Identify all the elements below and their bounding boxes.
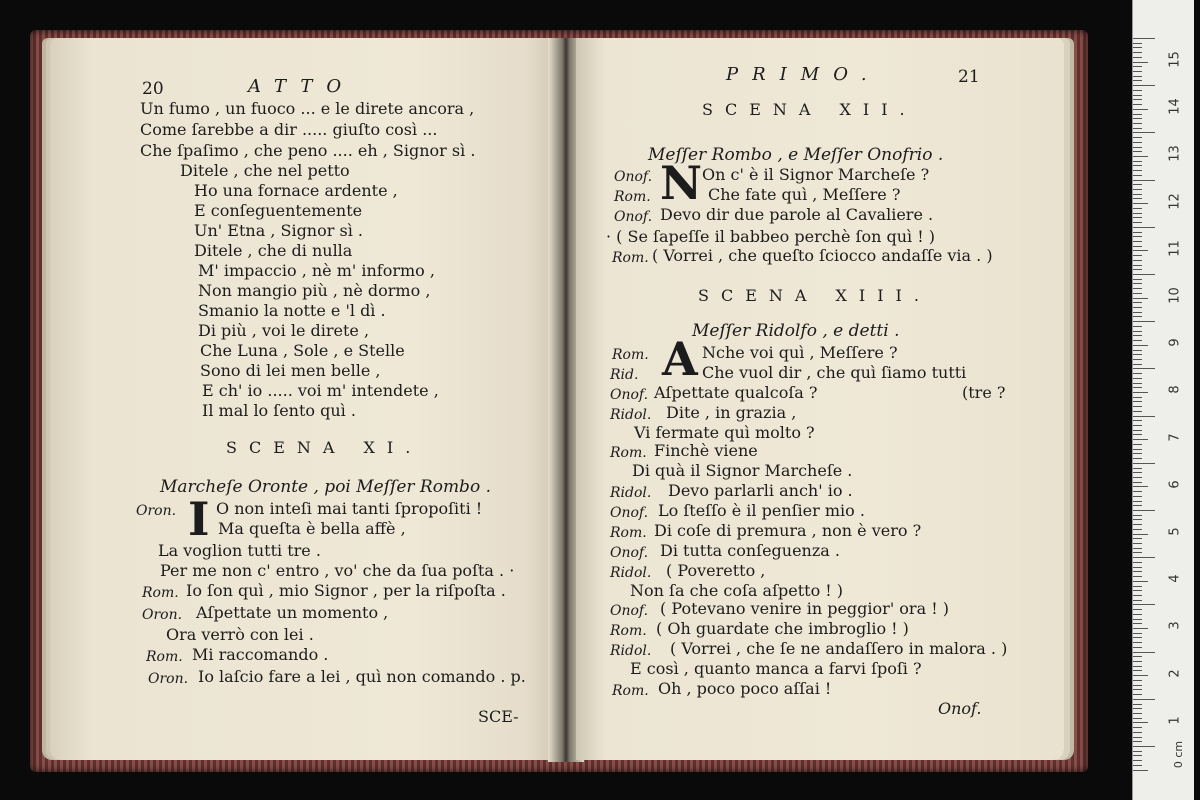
drop-capital: A — [662, 332, 698, 386]
ruler-tick — [1133, 165, 1142, 166]
verse-line: M' impaccio , nè m' informo , — [198, 261, 435, 280]
verse-line: Un fumo , un fuoco ... e le direte ancora , — [140, 99, 475, 118]
ruler-tick — [1133, 737, 1142, 738]
ruler-tick — [1133, 751, 1142, 752]
ruler-tick — [1133, 567, 1142, 568]
speaker-label: Rom. — [612, 683, 649, 699]
ruler-tick — [1133, 628, 1148, 629]
ruler-tick — [1133, 642, 1142, 643]
dialogue-line: O non inteſi mai tanti ſpropoſiti ! — [216, 499, 483, 518]
verse-line: Ditele , che nel petto — [180, 161, 350, 180]
left-running-heading: ATTO — [248, 76, 356, 97]
dialogue-line: Per me non c' entro , vo' che da ſua poſta . · — [160, 561, 515, 580]
ruler-tick — [1133, 302, 1142, 303]
dialogue-line: ( Potevano venire in peggior' ora ! ) — [660, 599, 949, 618]
ruler-number: 10 — [1167, 287, 1183, 304]
speaker-label: Onof. — [610, 603, 649, 619]
dialogue-line: E così , quanto manca a farvi ſpoſi ? — [630, 659, 922, 678]
ruler-tick — [1133, 765, 1142, 766]
ruler-number: 12 — [1167, 192, 1183, 210]
verse-line: Ho una fornace ardente , — [194, 181, 398, 200]
ruler-tick — [1133, 685, 1142, 686]
ruler-tick — [1133, 123, 1142, 124]
ruler-tick — [1133, 524, 1142, 525]
ruler-tick — [1133, 90, 1142, 91]
speaker-label: Oron. — [136, 503, 177, 519]
ruler-tick — [1133, 482, 1142, 483]
ruler-tick — [1133, 656, 1142, 657]
ruler-tick — [1133, 675, 1148, 676]
left-page — [50, 38, 568, 760]
ruler-number: 14 — [1167, 98, 1183, 115]
ruler-tick — [1133, 312, 1142, 313]
ruler-tick — [1133, 557, 1155, 558]
ruler-tick — [1133, 161, 1142, 162]
ruler-tick — [1133, 293, 1142, 294]
ruler-tick — [1133, 401, 1142, 402]
ruler-tick — [1133, 581, 1148, 582]
ruler-tick — [1133, 316, 1142, 317]
ruler-tick — [1133, 147, 1142, 148]
drop-capital: I — [188, 492, 210, 546]
ruler-tick — [1133, 364, 1142, 365]
ruler-tick — [1133, 38, 1155, 39]
ruler-tick — [1133, 477, 1142, 478]
ruler-tick — [1133, 57, 1142, 58]
ruler-tick — [1133, 633, 1142, 634]
ruler-tick — [1133, 194, 1142, 195]
ruler-tick — [1133, 232, 1142, 233]
ruler-tick — [1133, 411, 1142, 412]
verse-line: Che Luna , Sole , e Stelle — [200, 341, 405, 360]
ruler-tick — [1133, 359, 1142, 360]
ruler-tick — [1133, 666, 1142, 667]
ruler-tick — [1133, 670, 1142, 671]
ruler-tick — [1133, 637, 1142, 638]
verse-line: Sono di lei men belle , — [200, 361, 381, 380]
dialogue-line: Dite , in grazia , — [666, 403, 797, 422]
ruler-tick — [1133, 255, 1142, 256]
dialogue-line: Di quà il Signor Marcheſe . — [632, 461, 853, 480]
ruler-tick — [1133, 468, 1142, 469]
ruler-tick — [1133, 198, 1142, 199]
ruler-tick — [1133, 543, 1142, 544]
ruler-tick — [1133, 501, 1142, 502]
speaker-label: Onof. — [610, 505, 649, 521]
ruler-tick — [1133, 274, 1155, 275]
ruler-tick — [1133, 623, 1142, 624]
dialogue-line: Che vuol dir , che quì ſiamo tutti — [702, 363, 967, 382]
ruler-tick — [1133, 208, 1142, 209]
ruler-tick — [1133, 708, 1142, 709]
ruler-tick — [1133, 260, 1142, 261]
ruler-number: 7 — [1167, 432, 1183, 442]
ruler-tick — [1133, 694, 1142, 695]
dialogue-line: Aſpettate qualcoſa ? — [654, 383, 818, 402]
ruler-tick — [1133, 66, 1142, 67]
dialogue-line: Devo parlarli anch' io . — [668, 481, 853, 500]
ruler-tick — [1133, 538, 1142, 539]
ruler-tick — [1133, 85, 1155, 86]
ruler-tick — [1133, 373, 1142, 374]
ruler-tick — [1133, 439, 1148, 440]
ruler-tick — [1133, 604, 1155, 605]
ruler-tick — [1133, 246, 1142, 247]
speaker-label: Oron. — [148, 671, 189, 687]
ruler-tick — [1133, 755, 1142, 756]
ruler-tick — [1133, 142, 1142, 143]
ruler-tick — [1133, 704, 1142, 705]
ruler-tick — [1133, 472, 1142, 473]
dialogue-line: Di tutta conſeguenza . — [660, 541, 840, 560]
ruler-tick — [1133, 614, 1142, 615]
ruler-tick — [1133, 184, 1142, 185]
dialogue-line: ( Poveretto , — [666, 561, 766, 580]
ruler-number: 11 — [1167, 240, 1183, 257]
dialogue-line: ( Vorrei , che ſe ne andaſſero in malora . ) — [670, 639, 1008, 658]
ruler-tick — [1133, 486, 1148, 487]
ruler-tick — [1133, 510, 1155, 511]
ruler-tick — [1133, 326, 1142, 327]
dialogue-line: Nche voi quì , Meſſere ? — [702, 343, 898, 362]
ruler-tick — [1133, 586, 1142, 587]
ruler-tick — [1133, 109, 1148, 110]
ruler-tick — [1133, 434, 1142, 435]
ruler-tick — [1133, 463, 1155, 464]
speaker-label: Oron. — [142, 607, 183, 623]
dialogue-line: Io ſon quì , mio Signor , per la riſpoſta . — [186, 581, 506, 600]
ruler-tick — [1133, 661, 1142, 662]
ruler-tick — [1133, 227, 1155, 228]
verse-line: E ch' io ..... voi m' intendete , — [202, 381, 439, 400]
ruler-tick — [1133, 689, 1142, 690]
right-running-heading: PRIMO. — [726, 64, 881, 85]
verse-line: Smanio la notte e 'l dì . — [198, 301, 386, 320]
verse-line: Ditele , che di nulla — [194, 241, 353, 260]
ruler-tick — [1133, 213, 1142, 214]
ruler-tick — [1133, 576, 1142, 577]
ruler-tick — [1133, 76, 1142, 77]
ruler-tick — [1133, 241, 1142, 242]
ruler-tick — [1133, 47, 1142, 48]
ruler-tick — [1133, 156, 1148, 157]
ruler-tick — [1133, 288, 1142, 289]
ruler-tick — [1133, 321, 1155, 322]
dialogue-line: Che fate quì , Meſſere ? — [708, 185, 901, 204]
ruler-tick — [1133, 307, 1142, 308]
dialogue-line: Non ſa che coſa aſpetto ! ) — [630, 581, 844, 600]
speaker-label: Rom. — [142, 585, 179, 601]
scene-title: SCENA XIII. — [698, 286, 931, 305]
dialogue-line: Oh , poco poco aſſai ! — [658, 679, 832, 698]
ruler-tick — [1133, 104, 1142, 105]
ruler-tick — [1133, 62, 1148, 63]
ruler-tick — [1133, 496, 1142, 497]
ruler-tick — [1133, 727, 1142, 728]
dialogue-line: Finchè viene — [654, 441, 758, 460]
ruler-tick — [1133, 746, 1155, 747]
ruler-tick — [1133, 552, 1142, 553]
speaker-label: Ridol. — [610, 485, 652, 501]
ruler-tick — [1133, 713, 1142, 714]
ruler-tick — [1133, 619, 1142, 620]
ruler-tick — [1133, 217, 1142, 218]
ruler-unit-label: 0 cm — [1172, 740, 1186, 769]
speaker-label: Onof. — [614, 209, 653, 225]
dialogue-line: Lo ſteſſo è il penſier mio . — [658, 501, 865, 520]
ruler-tick — [1133, 425, 1142, 426]
ruler-tick — [1133, 378, 1142, 379]
speaker-label: Ridol. — [610, 565, 652, 581]
verse-line: Un' Etna , Signor sì . — [194, 221, 363, 240]
ruler-tick — [1133, 279, 1142, 280]
speaker-label: Onof. — [614, 169, 653, 185]
ruler-tick — [1133, 760, 1142, 761]
verse-line: Che ſpaſimo , che peno .... eh , Signor sì . — [140, 141, 476, 160]
ruler-tick — [1133, 114, 1142, 115]
right-page — [576, 38, 1064, 760]
verse-line: Di più , voi le direte , — [198, 321, 370, 340]
dialogue-line: Ora verrò con lei . — [166, 625, 314, 644]
speaker-label: Rom. — [610, 445, 647, 461]
drop-capital: N — [660, 156, 703, 210]
ruler-tick — [1133, 590, 1142, 591]
ruler-tick — [1133, 52, 1142, 53]
speaker-label: Rom. — [610, 623, 647, 639]
ruler-tick — [1133, 345, 1148, 346]
ruler-tick — [1133, 137, 1142, 138]
dialogue-line: Io laſcio fare a lei , quì non comando . p. — [198, 667, 526, 686]
ruler-tick — [1133, 132, 1155, 133]
verse-line: Come ſarebbe a dir ..... giuſto così ... — [140, 120, 438, 139]
ruler-tick — [1133, 548, 1142, 549]
scene-title: SCENA XI. — [226, 438, 423, 457]
ruler-tick — [1133, 43, 1142, 44]
ruler-tick — [1133, 741, 1142, 742]
ruler-tick — [1133, 732, 1142, 733]
ruler-tick — [1133, 99, 1142, 100]
verse-line: Non mangio più , nè dormo , — [198, 281, 431, 300]
scene-characters: Marcheſe Oronte , poi Meſſer Rombo . — [160, 477, 491, 497]
ruler-tick — [1133, 722, 1148, 723]
ruler-tick — [1133, 420, 1142, 421]
ruler-number: 9 — [1167, 338, 1183, 347]
ruler-tick — [1133, 80, 1142, 81]
ruler-tick — [1133, 203, 1148, 204]
speaker-label: Rom. — [612, 347, 649, 363]
ruler-tick — [1133, 383, 1142, 384]
ruler-tick — [1133, 189, 1142, 190]
ruler-tick — [1133, 95, 1142, 96]
ruler-tick — [1133, 718, 1142, 719]
ruler-tick — [1133, 283, 1142, 284]
ruler-tick — [1133, 647, 1142, 648]
dialogue-line: Mi raccomando . — [192, 645, 329, 664]
ruler-tick — [1133, 335, 1142, 336]
ruler-tick — [1133, 340, 1142, 341]
ruler-tick — [1133, 699, 1155, 700]
catchword: SCE- — [478, 707, 519, 726]
dialogue-line: Vi fermate quì molto ? — [634, 423, 815, 442]
ruler-tick — [1133, 151, 1142, 152]
speaker-label: Rid. — [610, 367, 639, 383]
ruler-number: 3 — [1167, 621, 1183, 631]
dialogue-line: · ( Se ſapeſſe il babbeo perchè ſon quì ! ) — [606, 227, 935, 246]
ruler-tick — [1133, 222, 1142, 223]
dialogue-line: Devo dir due parole al Cavaliere . — [660, 205, 934, 224]
ruler-tick — [1133, 406, 1142, 407]
ruler-tick — [1133, 519, 1142, 520]
ruler-tick — [1133, 491, 1142, 492]
ruler-number: 5 — [1167, 527, 1183, 536]
ruler-tick — [1133, 265, 1142, 266]
dialogue-line: On c' è il Signor Marcheſe ? — [702, 165, 930, 184]
speaker-label: Ridol. — [610, 643, 652, 659]
speaker-label: Rom. — [614, 189, 651, 205]
ruler-number: 8 — [1167, 385, 1183, 395]
ruler-tick — [1133, 298, 1148, 299]
left-page-number: 20 — [142, 79, 164, 99]
ruler-tick — [1133, 397, 1142, 398]
ruler-tick — [1133, 680, 1142, 681]
ruler-tick — [1133, 118, 1142, 119]
verse-line: E conſeguentemente — [194, 201, 363, 220]
ruler-tick — [1133, 430, 1142, 431]
dialogue-line: Di coſe di premura , non è vero ? — [654, 521, 922, 540]
dialogue-line-tail: (tre ? — [962, 383, 1006, 402]
scene-characters: Meſſer Ridolfo , e detti . — [692, 321, 900, 341]
ruler-tick — [1133, 534, 1148, 535]
ruler-tick — [1133, 562, 1142, 563]
ruler-tick — [1133, 449, 1142, 450]
ruler-tick — [1133, 71, 1142, 72]
ruler-tick — [1133, 444, 1142, 445]
ruler-number: 1 — [1167, 716, 1183, 725]
speaker-label: Onof. — [610, 545, 649, 561]
speaker-label: Onof. — [610, 387, 649, 403]
ruler-tick — [1133, 515, 1142, 516]
speaker-label: Rom. — [612, 250, 649, 266]
ruler-tick — [1133, 180, 1155, 181]
ruler-tick — [1133, 236, 1142, 237]
speaker-label: Rom. — [610, 525, 647, 541]
ruler-tick — [1133, 387, 1142, 388]
measuring-ruler — [1132, 0, 1194, 800]
ruler-tick — [1133, 250, 1148, 251]
ruler-tick — [1133, 128, 1142, 129]
ruler-tick — [1133, 571, 1142, 572]
ruler-tick — [1133, 529, 1142, 530]
ruler-number: 4 — [1167, 574, 1183, 583]
ruler-tick — [1133, 600, 1142, 601]
ruler-tick — [1133, 595, 1142, 596]
ruler-tick — [1133, 368, 1155, 369]
ruler-tick — [1133, 770, 1148, 771]
scene-characters: Meſſer Rombo , e Meſſer Onofrio . — [648, 145, 944, 165]
dialogue-line: ( Vorrei , che queſto ſciocco andaſſe via . ) — [652, 246, 993, 265]
ruler-tick — [1133, 170, 1142, 171]
dialogue-line: ( Oh guardate che imbroglio ! ) — [656, 619, 909, 638]
ruler-tick — [1133, 609, 1142, 610]
ruler-tick — [1133, 458, 1142, 459]
catchword: Onof. — [938, 699, 982, 718]
ruler-tick — [1133, 652, 1155, 653]
dialogue-line: La voglion tutti tre . — [158, 541, 321, 560]
ruler-tick — [1133, 416, 1155, 417]
ruler-tick — [1133, 331, 1142, 332]
ruler-number: 2 — [1167, 668, 1183, 678]
ruler-tick — [1133, 392, 1148, 393]
dialogue-line: Ma queſta è bella affè , — [218, 519, 406, 538]
scene-title: SCENA XII. — [702, 100, 917, 119]
verse-line: Il mal lo ſento quì . — [202, 401, 356, 420]
ruler-tick — [1133, 453, 1142, 454]
ruler-number: 15 — [1167, 51, 1183, 68]
ruler-tick — [1133, 175, 1142, 176]
ruler-tick — [1133, 354, 1142, 355]
speaker-label: Ridol. — [610, 407, 652, 423]
speaker-label: Rom. — [146, 649, 183, 665]
ruler-tick — [1133, 269, 1142, 270]
dialogue-line: Aſpettate un momento , — [196, 603, 389, 622]
ruler-number: 13 — [1167, 145, 1183, 163]
ruler-tick — [1133, 350, 1142, 351]
right-page-number: 21 — [958, 67, 980, 87]
ruler-number: 6 — [1167, 480, 1183, 489]
ruler-tick — [1133, 505, 1142, 506]
